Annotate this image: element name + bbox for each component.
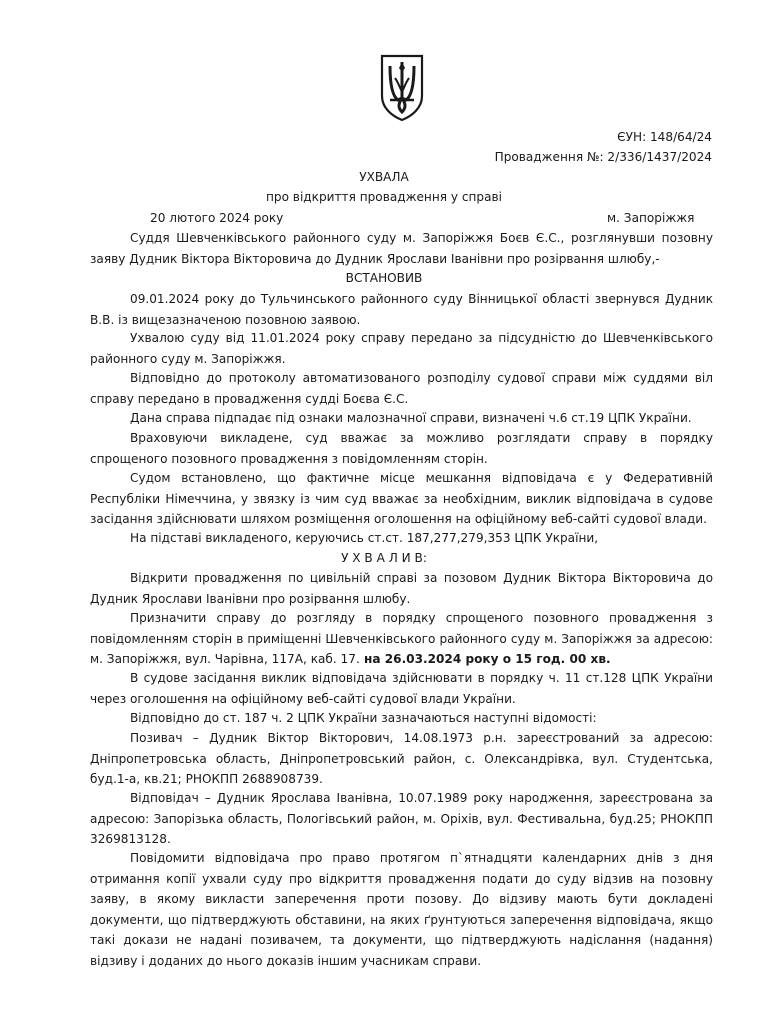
established-paragraph: Ухвалою суду від 11.01.2024 року справу передано за підсудністю до Шевченківського районного суду м. Запоріжжя. [90, 331, 713, 366]
intro-paragraph: Суддя Шевченківського районного суду м. Запоріжжя Боєв Є.С., розглянувши позовну заяву Дудник Віктора Вікторовича до Дудник Ярослави Іванівни про розірвання шлюбу,- [90, 231, 713, 266]
proceeding-number: Провадження №: 2/336/1437/2024 [494, 150, 712, 164]
decision-paragraph: В судове засідання виклик відповідача здійснювати в порядку ч. 11 ст.128 ЦПК України через оголошення на офіційному веб-сайті судової влади України. [90, 671, 713, 706]
established-paragraph: Враховуючи викладене, суд вважає за можливо розглядати справу в порядку спрощеного позовного провадження з повідомленням сторін. [90, 431, 713, 466]
established-paragraph: Судом встановлено, що фактичне місце мешкання відповідача є у Федеративній Республіки Німеччина, у звязку із чим суд вважає за необхідним, виклик відповідача в судове засідання здійснювати шляхом розміщення оголошення на офіційному веб-сайті судової влади. [90, 471, 713, 526]
established-paragraph: 09.01.2024 року до Тульчинського районного суду Вінницької області звернувся Дудник В.В. із вищезазначеною позовною заявою. [90, 292, 713, 327]
document-date: 20 лютого 2024 року [150, 211, 284, 225]
established-paragraph: На підставі викладеного, керуючись ст.ст. 187,277,279,353 ЦПК України, [130, 531, 599, 545]
plaintiff-paragraph: Позивач – Дудник Віктор Вікторович, 14.08.1973 р.н. зареєстрований за адресою: Дніпропетровська область, Дніпропетровський район, с. Олександрівка, вул. Студентська, буд.1-а, кв.21; РНОКПП 2688908739. [90, 731, 713, 786]
document-city: м. Запоріжжя [607, 211, 695, 225]
decision-paragraph: Відповідно до ст. 187 ч. 2 ЦПК України зазначаються наступні відомості: [130, 711, 597, 725]
tryzub-coat-of-arms-icon [376, 52, 428, 122]
decision-paragraph-hearing [90, 608, 713, 670]
established-paragraph: Дана справа підпадає під ознаки малозначної справи, визначені ч.6 ст.19 ЦПК України. [130, 411, 692, 425]
response-rights-paragraph: Повідомити відповідача про право протягом п`ятнадцяти календарних днів з дня отримання копії ухвали суду про відкриття провадження подати до суду відзив на позовну заяву, в якому викласти заперечення проти позову. До відзиву мають бути докладені документи, що підтверджують обставини, на яких ґрунтуються заперечення відповідача, якщо такі докази не надані позивачем, та документи, що підтверджують надіслання (надання) відзиву і доданих до нього доказів іншим учасникам справи. [90, 851, 713, 968]
established-heading: ВСТАНОВИВ [345, 271, 423, 285]
decided-heading: У Х В А Л И В: [341, 551, 427, 565]
document-subtitle: про відкриття провадження у справі [265, 190, 502, 204]
defendant-paragraph: Відповідач – Дудник Ярослава Іванівна, 10.07.1989 року народження, зареєстрована за адресою: Запорізька область, Пологівський район, м. Оріхів, вул. Фестивальна, буд.25; РНОКПП 3269813128. [90, 791, 713, 846]
established-paragraph: Відповідно до протоколу автоматизованого розподілу судової справи між суддями віл справу передано в провадження судді Боєва Є.С. [90, 371, 713, 406]
document-title: УХВАЛА [359, 170, 409, 184]
decision-paragraph: Відкрити провадження по цивільній справі за позовом Дудник Віктора Вікторовича до Дудник Ярослави Іванівни про розірвання шлюбу. [90, 571, 713, 606]
hearing-datetime: на 26.03.2024 року о 15 год. 00 хв. [359, 652, 611, 666]
unified-case-number: ЄУН: 148/64/24 [617, 130, 712, 144]
hearing-location-text: Призначити справу до розгляду в порядку спрощеного позовного провадження з повідомленням сторін в приміщенні Шевченківського районного суду м. Запоріжжя за адресою: м. Запоріжжя, вул. Чарівна, 117А, каб. 17. [90, 611, 713, 666]
